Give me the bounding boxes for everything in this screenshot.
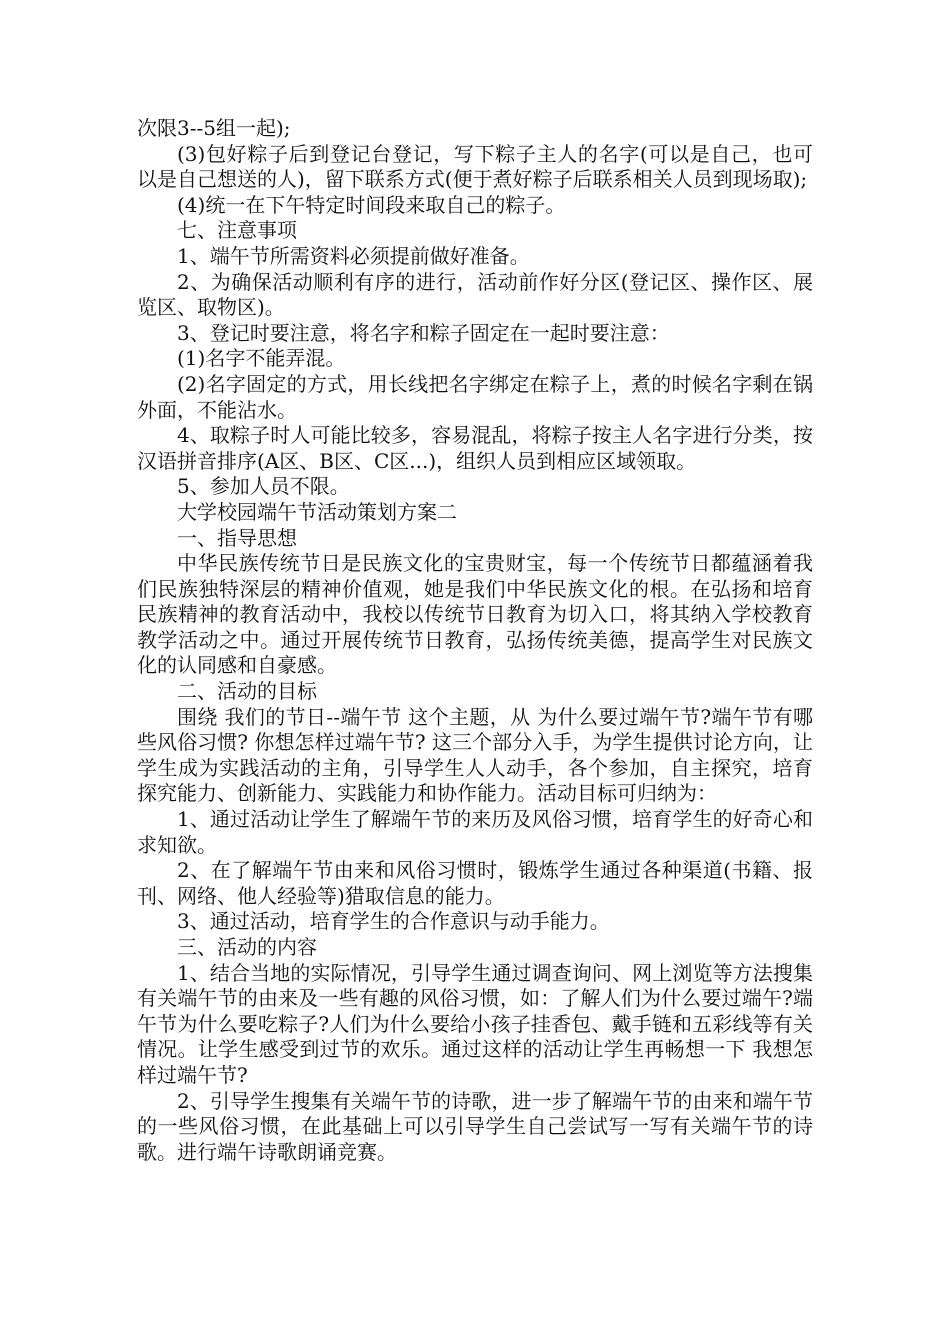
paragraph: 5、参加人员不限。 (177, 474, 350, 499)
section-heading: 七、注意事项 (177, 218, 297, 243)
section-heading: 二、活动的目标 (177, 679, 317, 704)
paragraph: (3)包好粽子后到登记台登记，写下粽子主人的名字(可以是自己，也可以是自己想送的人)，留下联系方式(便于煮好粽子后联系相关人员到现场取); (137, 141, 813, 192)
paragraph: (4)统一在下午特定时间段来取自己的粽子。 (177, 192, 566, 217)
paragraph: 1、端午节所需资料必须提前做好准备。 (177, 243, 530, 268)
paragraph: 围绕 我们的节日--端午节 这个主题，从 为什么要过端午节?端午节有哪些风俗习惯? 你想怎样过端午节? 这三个部分入手，为学生提供讨论方向，让学生成为实践活动的主角，引导学生人人动手，各个参加，自主探究，培育探究能力、创新能力、实践能力和协作能力。活动目标可归纳为： (137, 704, 813, 806)
paragraph: 1、通过活动让学生了解端午节的来历及风俗习惯，培育学生的好奇心和求知欲。 (137, 807, 813, 857)
paragraph: 3、登记时要注意，将名字和粽子固定在一起时要注意： (177, 320, 670, 345)
paragraph: 次限3--5组一起); (137, 116, 291, 140)
paragraph: 4、取粽子时人可能比较多，容易混乱，将粽子按主人名字进行分类，按汉语拼音排序(A区、B区、C区...)，组织人员到相应区域领取。 (137, 423, 813, 473)
paragraph: (1)名字不能弄混。 (177, 346, 346, 371)
paragraph: 中华民族传统节日是民族文化的宝贵财宝，每一个传统节日都蕴涵着我们民族独特深层的精神价值观，她是我们中华民族文化的根。在弘扬和培育民族精神的教育活动中，我校以传统节日教育为切入口，将其纳入学校教育教学活动之中。通过开展传统节日教育，弘扬传统美德，提高学生对民族文化的认同感和自豪感。 (137, 551, 813, 678)
document-body (137, 116, 813, 1165)
paragraph: (2)名字固定的方式，用长线把名字绑定在粽子上，煮的时候名字剩在锅外面，不能沾水。 (137, 371, 813, 422)
paragraph: 2、引导学生搜集有关端午节的诗歌，进一步了解端午节的由来和端午节的一些风俗习惯，在此基础上可以引导学生自己尝试写一写有关端午节的诗歌。进行端午诗歌朗诵竞赛。 (137, 1088, 813, 1164)
section-heading: 一、指导思想 (177, 525, 297, 550)
paragraph: 1、结合当地的实际情况，引导学生通过调查询问、网上浏览等方法搜集有关端午节的由来及一些有趣的风俗习惯，如：了解人们为什么要过端午?端午节为什么要吃粽子?人们为什么要给小孩子挂香包、戴手链和五彩线等有关情况。让学生感受到过节的欢乐。通过这样的活动让学生再畅想一下 我想怎样过端午节? (137, 960, 813, 1087)
paragraph: 2、在了解端午节由来和风俗习惯时，锻炼学生通过各种渠道(书籍、报刊、网络、他人经验等)猎取信息的能力。 (137, 858, 813, 908)
paragraph: 2、为确保活动顺利有序的进行，活动前作好分区(登记区、操作区、展览区、取物区)。 (137, 269, 813, 320)
section-heading: 三、活动的内容 (177, 935, 317, 959)
document-title: 大学校园端午节活动策划方案二 (177, 499, 457, 524)
paragraph: 3、通过活动，培育学生的合作意识与动手能力。 (177, 909, 610, 934)
